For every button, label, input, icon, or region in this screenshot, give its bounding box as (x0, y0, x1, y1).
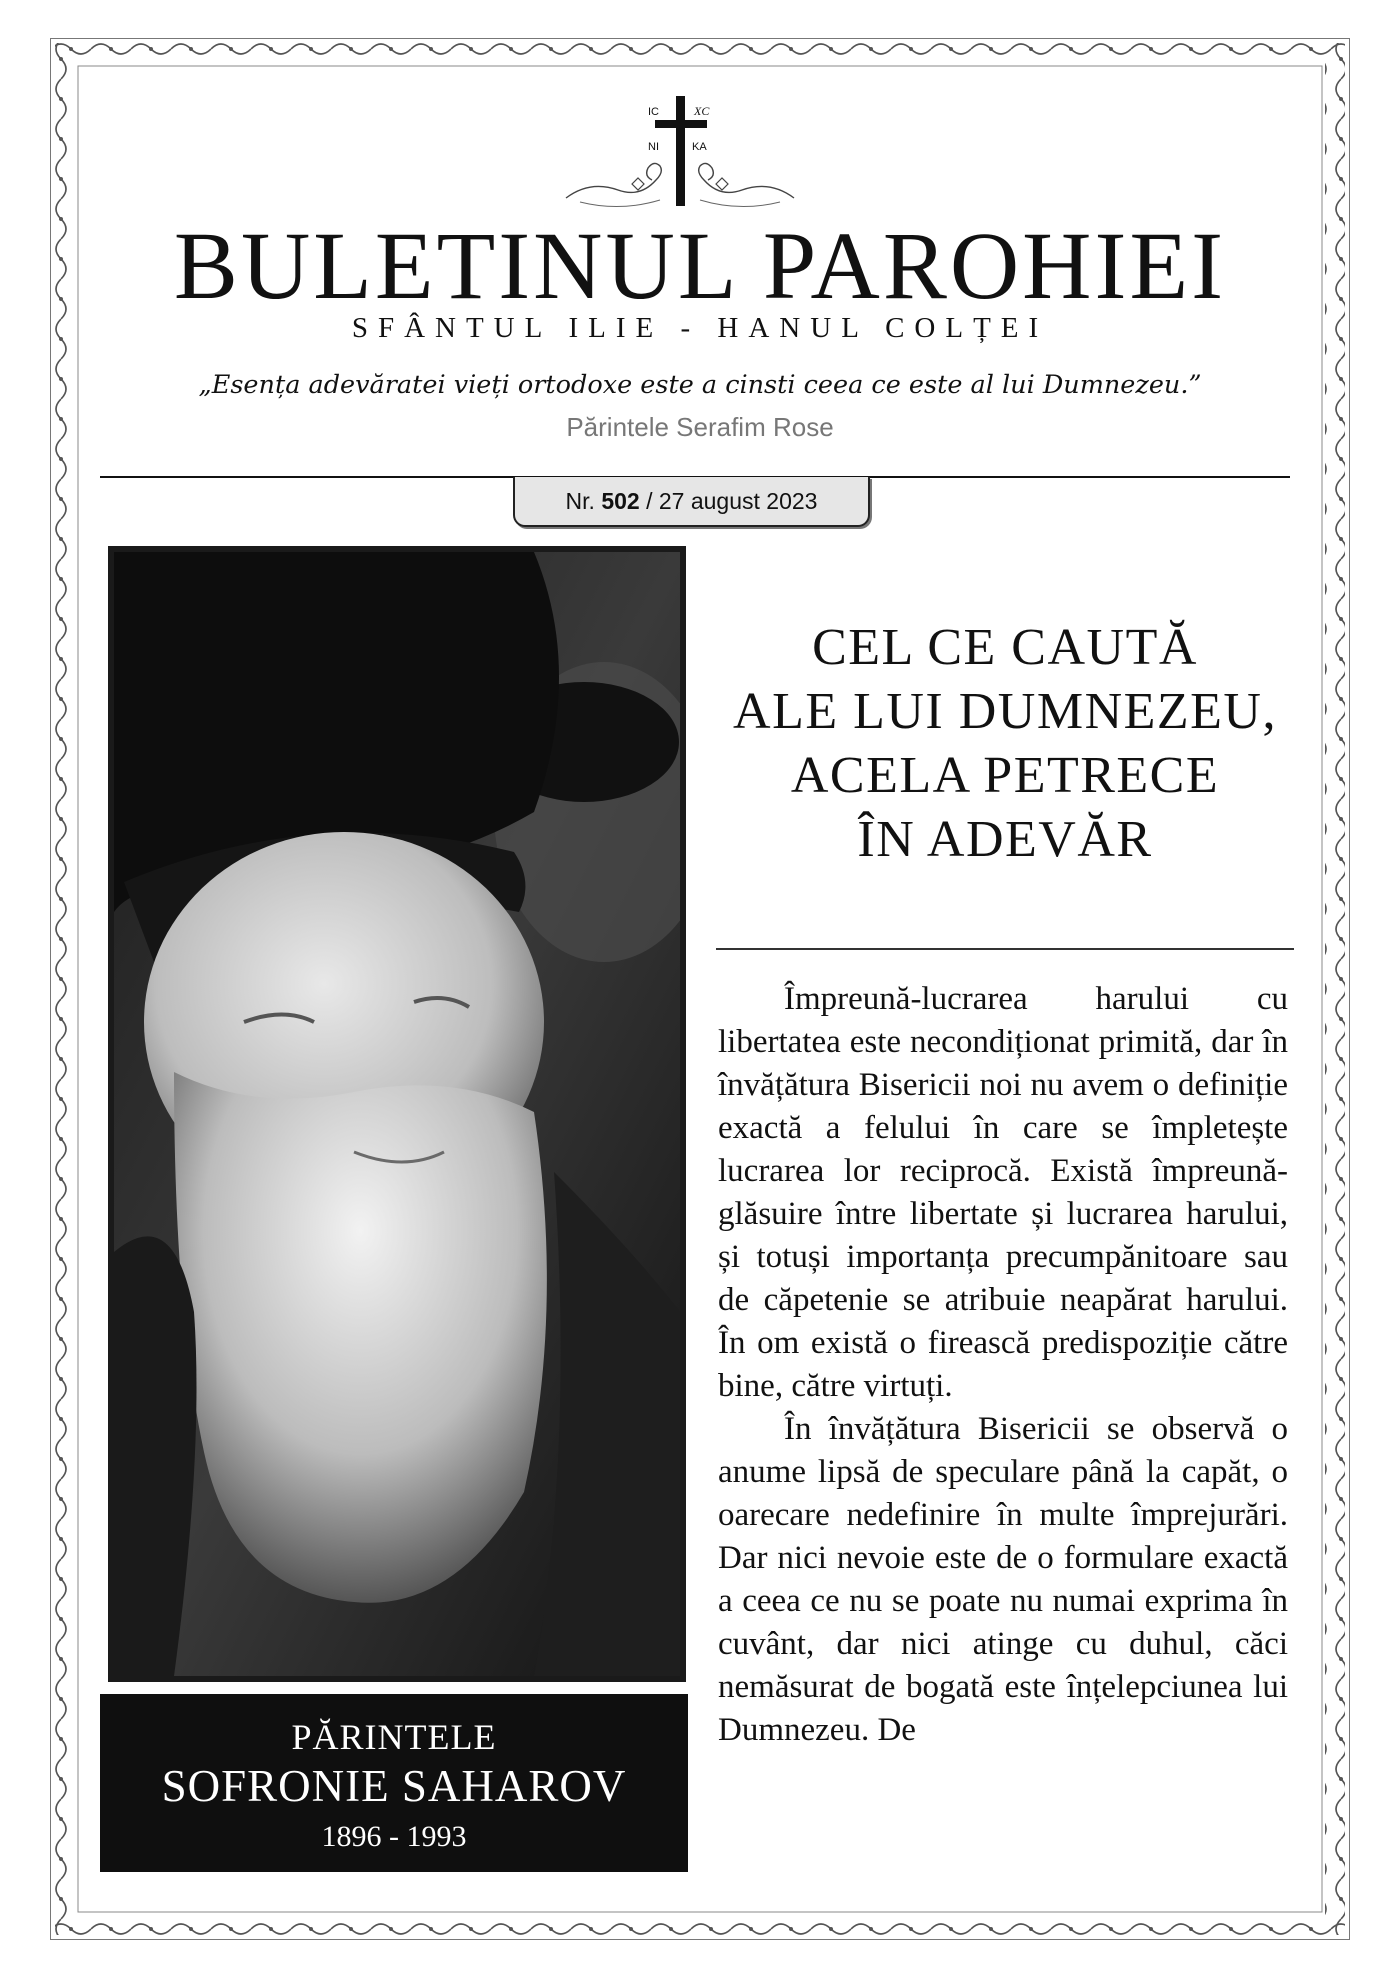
article-divider (716, 948, 1294, 950)
article-paragraph: Împreună-lucrarea harului cu libertatea este necondiționat primită, dar în învățătura Bisericii noi nu avem o definiție exactă a felului în care se împletește lucrarea lor reciprocă. Există împreună-glăsuire între libertate și lucrarea harului, și totuși importanța precumpănitoare sau de căpetenie se atribuie neapărat harului. În om există o firească predispoziție către bine, către virtuți. (718, 981, 1288, 1404)
caption-title: PĂRINTELE (291, 1717, 497, 1757)
bulletin-title: BULETINUL PAROHIEI (173, 212, 1227, 319)
headline-line: CEL CE CAUTĂ (812, 619, 1198, 676)
emblem-ic: IC (648, 106, 659, 118)
parish-name: SFÂNTUL ILIE - HANUL COLȚEI (351, 312, 1049, 344)
headline-line: ÎN ADEVĂR (857, 811, 1153, 868)
portrait-caption (100, 1694, 688, 1872)
caption-years: 1896 - 1993 (321, 1820, 467, 1853)
emblem-xc: XC (694, 104, 710, 118)
emblem-ka: KA (692, 141, 707, 153)
cross-emblem (560, 88, 800, 218)
cross-icon (560, 88, 800, 218)
issue-prefix: Nr. (565, 487, 595, 514)
caption-name: SOFRONIE SAHAROV (161, 1761, 627, 1811)
issue-badge (513, 477, 870, 527)
issue-number: 502 (601, 487, 640, 514)
article-headline (716, 616, 1294, 872)
portrait-illustration (114, 552, 680, 1676)
article-paragraph: În învățătura Bisericii se observă o anume lipsă de speculare până la capăt, o oarecare nedefinire în multe împrejurări. Dar nici nevoie este de o formulare exactă a ceea ce nu se poate nu numai exprima în cuvânt, dar nici atinge cu duhul, căci nemăsurat de bogată este înțelepciunea lui Dumnezeu. De (718, 1411, 1288, 1748)
headline-line: ALE LUI DUMNEZEU, (733, 683, 1277, 740)
issue-date: / 27 august 2023 (646, 487, 818, 514)
article-body (718, 978, 1288, 1752)
headline-line: ACELA PETRECE (790, 747, 1220, 804)
motto-author: Părintele Serafim Rose (566, 412, 834, 442)
motto-quote: „Esența adevăratei vieți ortodoxe este a cinsti ceea ce este al lui Dumnezeu.” (198, 370, 1202, 400)
portrait-photo (108, 546, 686, 1682)
emblem-ni: NI (648, 141, 659, 153)
